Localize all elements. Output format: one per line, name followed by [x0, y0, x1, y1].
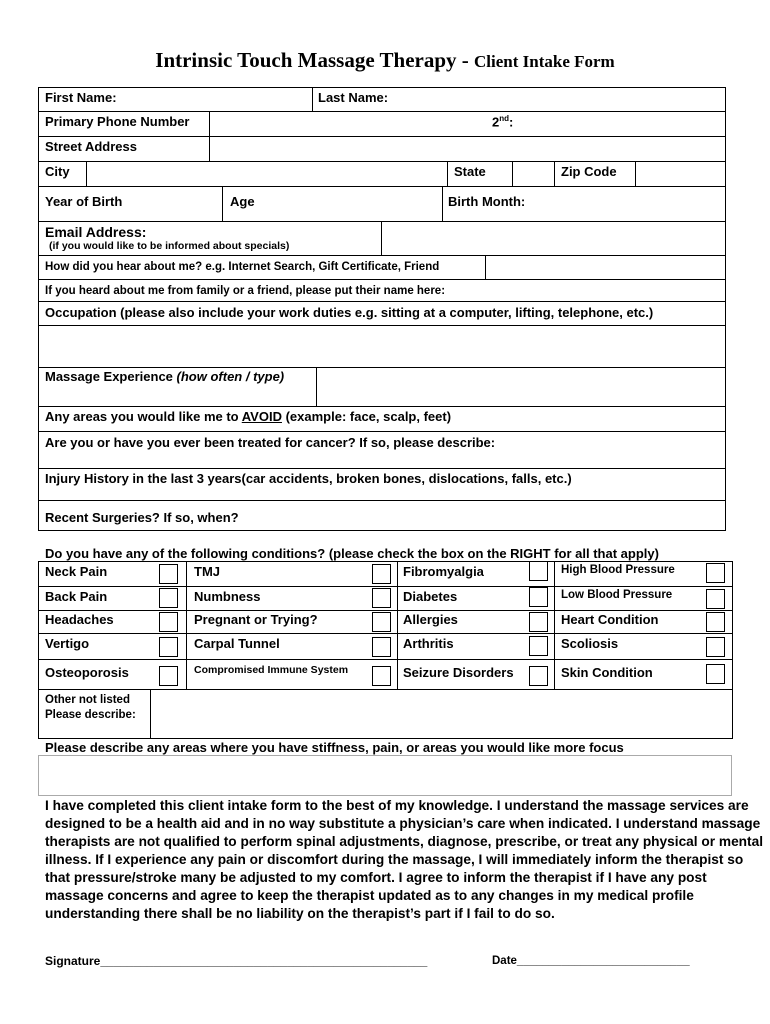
back-pain-checkbox[interactable] — [159, 588, 178, 608]
skin-condition-checkbox[interactable] — [706, 664, 725, 684]
occupation-field[interactable]: Occupation (please also include your work duties e.g. sitting at a computer, lifting, telephone, etc.) — [45, 305, 654, 320]
low-blood-pressure-checkbox[interactable] — [706, 589, 725, 609]
condition-back-pain: Back Pain — [45, 589, 108, 604]
zip-code-field[interactable]: Zip Code — [561, 164, 617, 179]
condition-carpal-tunnel: Carpal Tunnel — [194, 636, 280, 651]
massage-experience-hint: (how often / type) — [176, 369, 285, 384]
cancer-history-field[interactable]: Are you or have you ever been treated for cancer? If so, please describe: — [45, 435, 496, 450]
condition-allergies: Allergies — [403, 612, 458, 627]
city-field[interactable]: City — [45, 164, 70, 179]
email-note: (if you would like to be informed about specials) — [49, 240, 290, 252]
condition-fibromyalgia: Fibromyalgia — [403, 564, 484, 579]
form-subtitle: Client Intake Form — [474, 52, 615, 71]
other-label-line2: Please describe: — [45, 709, 136, 721]
massage-experience-label: Massage Experience — [45, 369, 177, 384]
referral-name-field[interactable]: If you heard about me from family or a friend, please put their name here: — [45, 285, 446, 297]
focus-areas-input[interactable] — [38, 755, 732, 796]
avoid-areas-field[interactable] — [45, 409, 451, 424]
avoid-areas-label: Any areas you would like me to — [45, 409, 242, 424]
diabetes-checkbox[interactable] — [529, 587, 548, 607]
second-phone-field[interactable] — [492, 114, 513, 129]
condition-pregnant: Pregnant or Trying? — [194, 612, 318, 627]
date-line[interactable]: Date___________________________ — [492, 955, 690, 967]
condition-headaches: Headaches — [45, 612, 114, 627]
signature-line[interactable]: Signature_________________________________________________ — [45, 954, 428, 968]
fibromyalgia-checkbox[interactable] — [529, 561, 548, 581]
state-field[interactable]: State — [454, 164, 486, 179]
consent-text: I have completed this client intake form to the best of my knowledge. I understand the massage services are designed to be a health aid and in no way substitute a physician’s care when indicated. I understand massage therapists are not qualified to perform spinal adjustments, diagnose, prescribe, or treat any physical or mental illness. If I experience any pain or discomfort during the massage, I will immediately inform the therapist so that pressure/stroke many be adjusted to my comfort. I agree to inform the therapist if I have any post massage concerns and agree to keep the therapist updated as to any changes in my medical profile understanding there shall be no liability on the therapist’s part if I fail to do so. — [45, 798, 764, 921]
avoid-emphasis: AVOID — [241, 409, 282, 424]
business-name: Intrinsic Touch Massage Therapy - — [155, 48, 475, 72]
second-phone-label: 2 — [492, 114, 500, 130]
vertigo-checkbox[interactable] — [159, 637, 178, 657]
other-conditions-label — [45, 693, 136, 723]
condition-vertigo: Vertigo — [45, 636, 90, 651]
email-address-field[interactable]: Email Address: — [45, 224, 147, 240]
condition-scoliosis: Scoliosis — [561, 636, 619, 651]
compromised-immune-checkbox[interactable] — [372, 666, 391, 686]
allergies-checkbox[interactable] — [529, 612, 548, 632]
pregnant-checkbox[interactable] — [372, 612, 391, 632]
condition-heart-condition: Heart Condition — [561, 612, 659, 627]
year-of-birth-field[interactable]: Year of Birth — [45, 194, 123, 209]
first-name-field[interactable]: First Name: — [45, 90, 117, 105]
condition-diabetes: Diabetes — [403, 589, 458, 604]
street-address-field[interactable]: Street Address — [45, 139, 137, 154]
high-blood-pressure-checkbox[interactable] — [706, 563, 725, 583]
tmj-checkbox[interactable] — [372, 564, 391, 584]
condition-numbness: Numbness — [194, 589, 261, 604]
condition-osteoporosis: Osteoporosis — [45, 665, 129, 680]
condition-seizure-disorders: Seizure Disorders — [403, 665, 514, 680]
avoid-areas-example: (example: face, scalp, feet) — [281, 409, 452, 424]
form-title — [0, 48, 770, 73]
injury-history-field[interactable]: Injury History in the last 3 years(car accidents, broken bones, dislocations, falls, etc.) — [45, 471, 572, 486]
seizure-disorders-checkbox[interactable] — [529, 666, 548, 686]
massage-experience-field[interactable] — [45, 369, 284, 384]
condition-tmj: TMJ — [194, 564, 220, 579]
condition-low-blood-pressure: Low Blood Pressure — [561, 589, 673, 601]
other-label-line1: Other not listed — [45, 694, 130, 706]
condition-compromised-immune: Compromised Immune System — [194, 664, 349, 676]
age-field[interactable]: Age — [230, 194, 255, 209]
birth-month-field[interactable]: Birth Month: — [448, 194, 526, 209]
focus-areas-label: Please describe any areas where you have stiffness, pain, or areas you would like more focus — [45, 740, 624, 755]
heard-about-field[interactable]: How did you hear about me? e.g. Internet Search, Gift Certificate, Friend — [45, 261, 440, 273]
scoliosis-checkbox[interactable] — [706, 637, 725, 657]
osteoporosis-checkbox[interactable] — [159, 666, 178, 686]
primary-phone-field[interactable]: Primary Phone Number — [45, 114, 190, 129]
other-conditions-input[interactable] — [151, 690, 732, 738]
condition-arthritis: Arthritis — [403, 636, 454, 651]
consent-statement — [45, 797, 765, 923]
conditions-heading: Do you have any of the following conditions? (please check the box on the RIGHT for all that apply) — [45, 546, 659, 561]
arthritis-checkbox[interactable] — [529, 636, 548, 656]
headaches-checkbox[interactable] — [159, 612, 178, 632]
neck-pain-checkbox[interactable] — [159, 564, 178, 584]
condition-high-blood-pressure: High Blood Pressure — [561, 564, 675, 576]
condition-neck-pain: Neck Pain — [45, 564, 108, 579]
numbness-checkbox[interactable] — [372, 588, 391, 608]
recent-surgeries-field[interactable]: Recent Surgeries? If so, when? — [45, 510, 239, 525]
second-phone-colon: : — [509, 114, 514, 130]
second-phone-superscript: nd — [499, 114, 510, 123]
carpal-tunnel-checkbox[interactable] — [372, 637, 391, 657]
condition-skin-condition: Skin Condition — [561, 665, 653, 680]
heart-condition-checkbox[interactable] — [706, 612, 725, 632]
last-name-field[interactable]: Last Name: — [318, 90, 389, 105]
